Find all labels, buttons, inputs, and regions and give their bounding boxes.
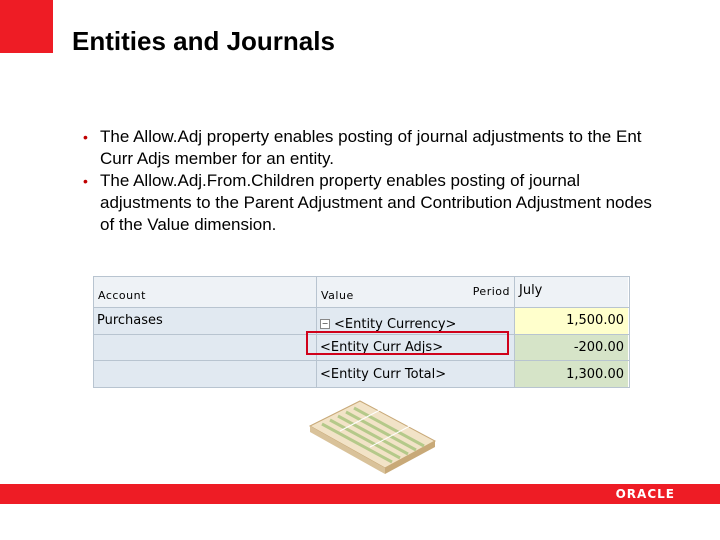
grid-divider [514,277,515,387]
footer-bar [0,484,720,504]
table-cell-amount[interactable] [515,308,628,334]
table-cell-amount[interactable] [515,361,628,387]
brand-red-square [0,0,53,53]
header-period-value: July [519,283,543,298]
grid-divider [94,360,629,361]
bullet-dot-icon: • [83,173,88,189]
value-entity-curr-total: <Entity Curr Total> [320,367,447,382]
header-value-label: Value [321,289,354,302]
table-row-account [94,361,316,387]
data-cube-icon [300,396,440,476]
bullet-dot-icon: • [83,129,88,145]
header-period-label: Period [472,285,510,298]
amount-value: 1,500.00 [566,313,624,328]
header-cell-period [515,277,628,307]
bullet-text: The Allow.Adj.From.Children property enables posting of journal adjustments to the Parent Adjustment and Contribution Adjustment nodes of the Value dimension. [100,171,652,234]
slide-title: Entities and Journals [72,26,335,56]
table-row-account [94,335,316,360]
value-entity-currency: <Entity Currency> [334,317,457,332]
collapse-icon[interactable]: − [321,318,329,328]
header-account-label: Account [98,289,146,302]
table-row-value[interactable] [317,361,514,387]
grid-divider [94,307,629,308]
bullet-text: The Allow.Adj property enables posting of journal adjustments to the Ent Curr Adjs member for an entity. [100,127,642,168]
bullet-list [80,126,670,236]
value-entity-curr-adjs: <Entity Curr Adjs> [320,340,444,355]
bullet-item [80,170,670,236]
oracle-logo: ORACLE [615,487,675,501]
bullet-item [80,126,670,170]
amount-value: -200.00 [573,340,624,355]
header-cell-account [94,277,316,307]
table-cell-amount[interactable] [515,335,628,360]
header-cell-value [317,277,514,307]
amount-value: 1,300.00 [566,367,624,382]
highlight-box [306,331,509,355]
table-row-account [94,308,316,334]
account-purchases: Purchases [97,313,163,328]
